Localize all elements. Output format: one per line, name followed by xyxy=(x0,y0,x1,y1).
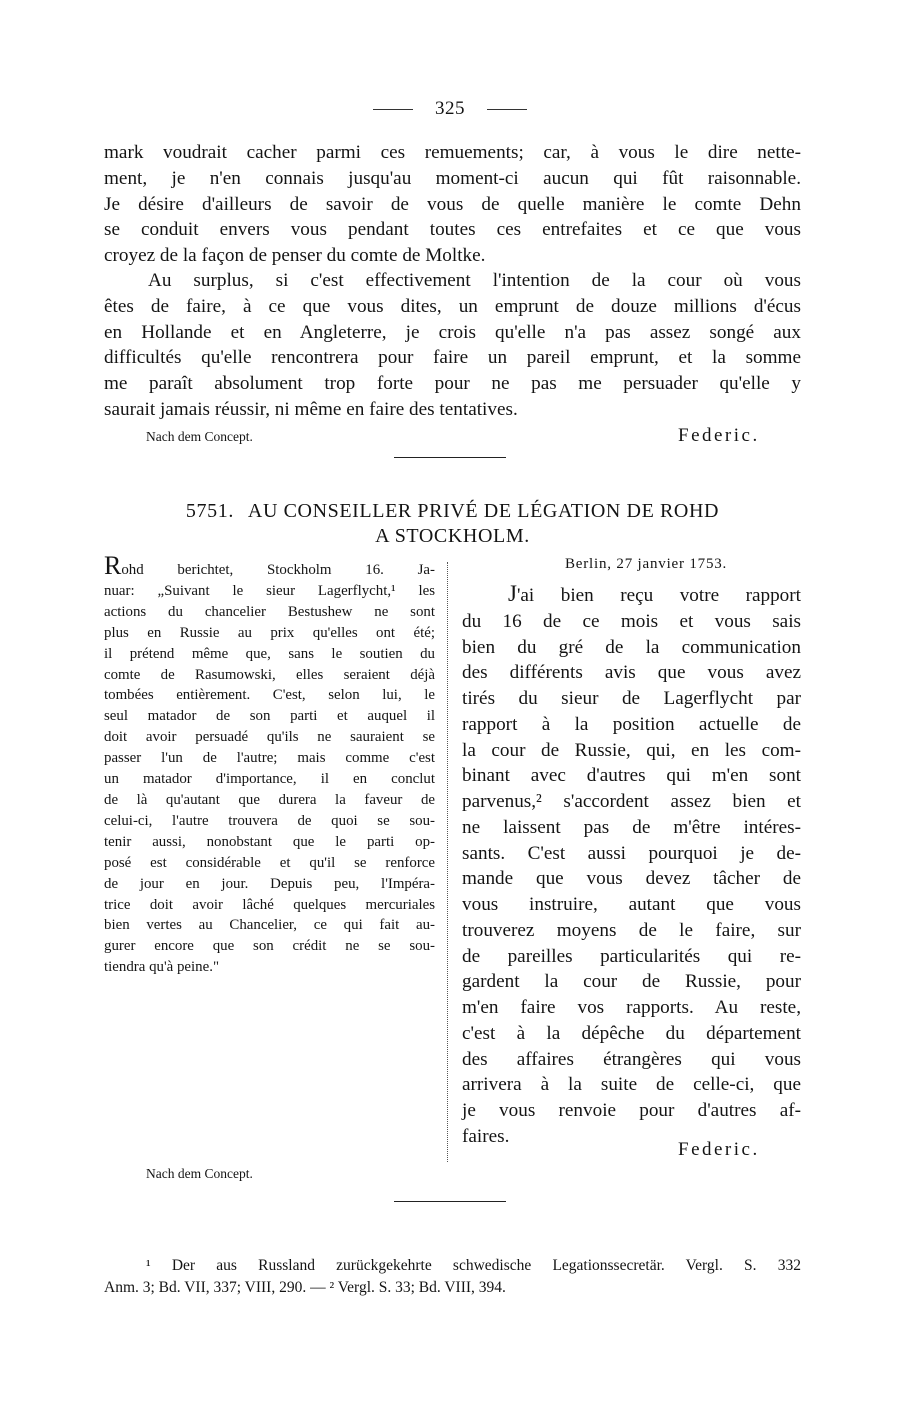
text-line: mark voudrait cacher parmi ces remuements; car, à vous le dire nette- xyxy=(104,142,801,163)
section-divider xyxy=(394,457,506,458)
footnotes xyxy=(104,1255,801,1299)
text-line: m'en faire vos rapports. Au reste, xyxy=(462,997,801,1018)
letter-heading xyxy=(104,499,801,549)
text-line: en Hollande et en Angleterre, je crois qu'elle n'a pas assez songé aux xyxy=(104,321,801,343)
letter-signature: Federic. xyxy=(678,1139,760,1160)
letter-body xyxy=(462,581,801,1150)
heading-line-1 xyxy=(104,499,801,524)
text-line: nuar: „Suivant le sieur Lagerflycht,¹ les xyxy=(104,582,435,599)
text-line: passer l'un de l'autre; mais comme c'est xyxy=(104,750,435,767)
text-line: gardent la cour de Russie, pour xyxy=(462,971,801,993)
text-line: des affaires étrangères qui vous xyxy=(462,1048,801,1070)
text-segment: ohd berichtet, Stockholm 16. Ja- xyxy=(121,562,435,578)
text-line: rapport à la position actuelle de xyxy=(462,713,801,735)
text-line: se conduit envers vous pendant toutes ces entrefaites et ce que vous xyxy=(104,219,801,241)
drop-cap: R xyxy=(104,551,122,580)
text-line: de pareilles particularités qui re- xyxy=(462,945,801,967)
continued-paragraph xyxy=(104,140,801,269)
heading-line-2: A STOCKHOLM. xyxy=(375,525,530,547)
footnote-divider xyxy=(394,1201,506,1202)
text-line: la cour de Russie, qui, en les com- xyxy=(462,739,801,761)
page-header xyxy=(370,96,530,122)
text-line: de jour en jour. Depuis peu, l'Impéra- xyxy=(104,875,435,892)
text-line: de là qu'autant que durera la faveur de xyxy=(104,791,435,808)
text-line: des différents avis que vous avez xyxy=(462,662,801,684)
text-line: ne laissent pas de m'être intéres- xyxy=(462,816,801,838)
dateline: Berlin, 27 janvier 1753. xyxy=(565,556,728,572)
text-line: bien du gré de la communication xyxy=(462,636,801,658)
text-line: c'est à la dépêche du département xyxy=(462,1022,801,1044)
text-line: doit avoir persuadé qu'ils ne sauraient se xyxy=(104,729,435,746)
text-line: me paraît absolument trop forte pour ne pas me persuader qu'elle y xyxy=(104,373,801,395)
text-line: trice doit avoir lâché quelques mercuriales xyxy=(104,896,435,913)
text-line: bien vertes au Chancelier, ce qui fait au- xyxy=(104,917,435,934)
text-line: celui-ci, l'autre trouvera de quoi se sou- xyxy=(104,812,435,829)
text-line: je vous renvoie pour d'autres af- xyxy=(462,1100,801,1121)
second-paragraph xyxy=(104,268,801,423)
source-note: Nach dem Concept. xyxy=(146,429,253,444)
column-separator xyxy=(447,562,448,1162)
text-line: tombées entièrement. C'est, selon lui, le xyxy=(104,687,435,704)
text-line xyxy=(104,551,435,581)
text-line: Au surplus, si c'est effectivement l'intention de la cour où vous xyxy=(148,270,801,291)
text-line: faires. xyxy=(462,1125,510,1147)
letter-number: 5751. xyxy=(185,500,234,522)
text-line: trouverez moyens de le faire, sur xyxy=(462,919,801,941)
text-line: mande que vous devez tâcher de xyxy=(462,868,801,890)
text-line: arrivera à la suite de celle-ci, que xyxy=(462,1074,801,1096)
report-summary xyxy=(104,551,435,978)
text-line: actions du chancelier Bestushew ne sont xyxy=(104,603,435,620)
text-line: parvenus,² s'accordent assez bien et xyxy=(462,791,801,812)
text-segment: 'ai bien reçu votre rapport xyxy=(516,585,801,606)
text-line: posé est considérable et qu'il se renforce xyxy=(104,854,435,871)
text-line: du 16 de ce mois et vous sais xyxy=(462,610,801,632)
text-line: plus en Russie au prix qu'elles ont été; xyxy=(104,624,435,641)
text-line: tirés du sieur de Lagerflycht par xyxy=(462,688,801,709)
header-rule-right xyxy=(487,109,527,110)
letter-source-note: Nach dem Concept. xyxy=(146,1166,253,1181)
header-rule-left xyxy=(373,109,413,110)
letter-title: AU CONSEILLER PRIVÉ DE LÉGATION DE ROHD xyxy=(247,500,720,522)
text-line: seul matador de son parti et auquel il xyxy=(104,708,435,725)
text-line: il prétend même que, sans le soutien du xyxy=(104,645,435,662)
text-line: gurer encore que son crédit ne se sou- xyxy=(104,938,435,955)
text-line: saurait jamais réussir, ni même en faire des tentatives. xyxy=(104,398,518,420)
initial-letter: J xyxy=(508,581,517,606)
text-line: Je désire d'ailleurs de savoir de vous de quelle manière le comte Dehn xyxy=(104,193,801,215)
signature: Federic. xyxy=(678,425,760,446)
text-line: tenir aussi, nonobstant que le parti op- xyxy=(104,833,435,850)
text-line: ment, je n'en connais jusqu'au moment-ci aucun qui fût raisonnable. xyxy=(104,167,801,189)
text-line: binant avec d'autres qui m'en sont xyxy=(462,765,801,787)
text-line: croyez de la façon de penser du comte de Moltke. xyxy=(104,245,486,267)
text-line: tiendra qu'à peine." xyxy=(104,959,220,976)
text-line: vous instruire, autant que vous xyxy=(462,894,801,915)
text-line: sants. C'est aussi pourquoi je de- xyxy=(462,842,801,864)
text-line xyxy=(462,581,801,609)
text-line: un matador d'importance, il en conclut xyxy=(104,771,435,788)
page-number: 325 xyxy=(435,98,465,119)
footnote-line: ¹ Der aus Russland zurückgekehrte schwedische Legationssecretär. Vergl. S. 332 xyxy=(146,1257,801,1274)
text-line: êtes de faire, à ce que vous dites, un emprunt de douze millions d'écus xyxy=(104,295,801,317)
text-line: difficultés qu'elle rencontrera pour faire un pareil emprunt, et la somme xyxy=(104,347,801,369)
footnote-line: Anm. 3; Bd. VII, 337; VIII, 290. — ² Vergl. S. 33; Bd. VIII, 394. xyxy=(104,1279,506,1296)
text-line: comte de Rasumowski, elles seraient déjà xyxy=(104,666,435,683)
